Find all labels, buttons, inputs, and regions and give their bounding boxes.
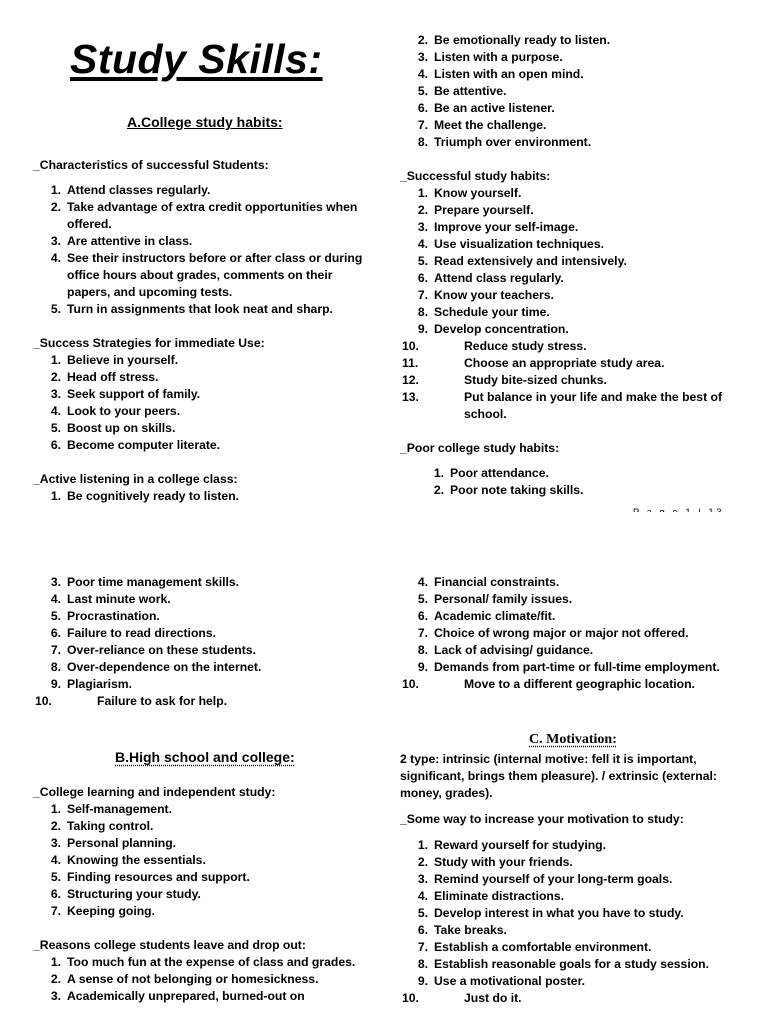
list-item-number: 3. [50,234,61,248]
list-item [33,233,373,250]
list-item-text: Study bite-sized chunks. [464,373,607,387]
list-item [400,32,745,49]
list-item-number: 4. [50,251,61,265]
list-item-number: 6. [417,271,428,285]
list-item-text: Poor time management skills. [67,575,240,589]
list-item [400,236,745,253]
list-item-number: 10. [402,991,419,1005]
list-item [400,574,745,591]
list-item [33,642,373,659]
list-item-number: 4. [417,237,428,251]
list-item-number: 7. [417,288,428,302]
list-item-number: 2. [50,200,61,214]
list-item-text: Develop interest in what you have to study. [434,906,684,920]
list-item-number: 6. [417,101,428,115]
list-item [400,355,745,372]
list-item-text: Be an active listener. [434,101,555,115]
list-item-text: Become computer literate. [67,438,221,452]
poor-habits-continued-list [33,574,373,710]
list-item-text: Personal planning. [67,836,177,850]
left-column-page-2-lower [33,784,373,1005]
list-item [400,939,750,956]
list-item [400,49,745,66]
list-item [400,659,745,676]
list-item [400,219,745,236]
list-item [400,185,745,202]
list-item [33,835,373,852]
list-item-number: 4. [417,575,428,589]
list-item-number: 1. [50,802,61,816]
list-item [33,199,373,233]
section-b-heading: B.High school and college: [115,749,295,765]
list-item-text: Taking control. [67,819,154,833]
list-item-text: Last minute work. [67,592,171,606]
list-item-text: Head off stress. [67,370,159,384]
list-item-text: Seek support of family. [67,387,201,401]
list-item-number: 5. [50,421,61,435]
list-item [416,465,745,482]
strategies-label: _Success Strategies for immediate Use: [33,336,265,350]
list-item [400,837,750,854]
list-item-number: 6. [50,887,61,901]
list-item [33,352,373,369]
list-item [400,990,750,1007]
list-item-number: 2. [417,33,428,47]
poor-habits-list [400,465,745,499]
list-item-text: Read extensively and intensively. [434,254,627,268]
list-item-text: Poor attendance. [450,466,549,480]
list-item-number: 11. [402,356,419,370]
list-item-text: Attend classes regularly. [67,183,211,197]
list-item-text: Remind yourself of your long-term goals. [434,872,673,886]
list-item-text: Lack of advising/ guidance. [434,643,594,657]
list-item-number: 9. [417,660,428,674]
list-item [400,871,750,888]
list-item-text: Academic climate/fit. [434,609,556,623]
list-item-number: 1. [433,466,444,480]
list-item-number: 3. [50,989,61,1003]
list-item [33,954,373,971]
list-item-text: Boost up on skills. [67,421,176,435]
list-item [33,869,373,886]
list-item-text: Improve your self-image. [434,220,579,234]
list-item-number: 2. [417,855,428,869]
list-item-text: Plagiarism. [67,677,133,691]
list-item-text: Listen with an open mind. [434,67,584,81]
list-item-number: 3. [50,836,61,850]
list-item-text: Be attentive. [434,84,507,98]
list-item-text: Finding resources and support. [67,870,250,884]
list-item-text: Choose an appropriate study area. [464,356,665,370]
list-item-number: 6. [417,609,428,623]
list-item-text: Choice of wrong major or major not offered. [434,626,689,640]
poor-habits-label: _Poor college study habits: [400,441,560,455]
list-item-text: Are attentive in class. [67,234,193,248]
list-item [400,253,745,270]
list-item-number: 3. [50,387,61,401]
list-item-number: 3. [417,872,428,886]
list-item-number: 12. [402,373,419,387]
list-item-number: 8. [417,135,428,149]
list-item-number: 5. [417,84,428,98]
list-item [400,608,745,625]
list-item-text: Take breaks. [434,923,507,937]
list-item-number: 6. [50,438,61,452]
list-item [33,437,373,454]
list-item-text: Just do it. [464,991,522,1005]
strategies-list [33,352,373,454]
list-item [33,369,373,386]
list-item [33,591,373,608]
listening-list-right [400,32,745,151]
list-item-text: Failure to ask for help. [97,694,228,708]
list-item-text: Move to a different geographic location. [464,677,695,691]
list-item-number: 9. [417,322,428,336]
right-column-page-1 [400,32,745,499]
list-item-text: Look to your peers. [67,404,181,418]
list-item [400,973,750,990]
list-item [33,250,373,301]
motivation-label: _Some way to increase your motivation to study: [400,812,684,826]
list-item [400,134,745,151]
list-item-number: 10. [402,677,419,691]
list-item-text: Know yourself. [434,186,522,200]
list-item-number: 4. [417,889,428,903]
list-item [33,903,373,920]
list-item-text: Attend class regularly. [434,271,564,285]
list-item-number: 7. [417,626,428,640]
list-item-number: 5. [50,302,61,316]
list-item-number: 7. [50,643,61,657]
list-item-text: Meet the challenge. [434,118,547,132]
list-item [400,100,745,117]
page-title: Study Skills: [70,36,323,82]
list-item-number: 1. [50,489,61,503]
document-page-2 [0,540,768,1024]
list-item-number: 6. [50,626,61,640]
list-item-number: 8. [417,643,428,657]
characteristics-label: _Characteristics of successful Students: [33,158,269,172]
list-item [33,693,373,710]
list-item-number: 1. [50,183,61,197]
motivation-list [400,837,750,1007]
list-item [33,971,373,988]
listening-list-left [33,488,373,505]
list-item-text: Keeping going. [67,904,156,918]
list-item-text: Demands from part-time or full-time employment. [434,660,720,674]
list-item-number: 1. [417,186,428,200]
list-item-text: Academically unprepared, burned-out on [67,989,305,1003]
list-item-number: 3. [417,50,428,64]
list-item [400,922,750,939]
list-item [400,338,745,355]
list-item [33,659,373,676]
list-item [400,591,745,608]
list-item-number: 13. [402,390,419,404]
list-item-number: 5. [50,870,61,884]
list-item-text: Put balance in your life and make the best of school. [464,390,723,421]
list-item-text: Financial constraints. [434,575,560,589]
list-item-text: Establish a comfortable environment. [434,940,652,954]
list-item-text: Too much fun at the expense of class and grades. [67,955,356,969]
listening-label: _Active listening in a college class: [33,472,238,486]
independent-study-label: _College learning and independent study: [33,785,276,799]
list-item-text: Eliminate distractions. [434,889,565,903]
left-column-page-1 [33,157,373,505]
list-item-text: Turn in assignments that look neat and sharp. [67,302,333,316]
habits-label: _Successful study habits: [400,169,551,183]
list-item-number: 8. [50,660,61,674]
section-a-heading: A.College study habits: [127,114,283,130]
list-item [400,642,745,659]
list-item-text: Take advantage of extra credit opportunities when offered. [67,200,358,231]
list-item [33,852,373,869]
list-item-text: Reduce study stress. [464,339,587,353]
list-item [33,676,373,693]
list-item-text: Self-management. [67,802,172,816]
list-item-number: 5. [417,592,428,606]
list-item-text: Develop concentration. [434,322,569,336]
dropout-list-right [400,574,745,693]
list-item [400,321,745,338]
motivation-intro: 2 type: intrinsic (internal motive: fell it is important, significant, brings them pleasure). / extrinsic (external: money, grades). [400,752,717,800]
list-item-number: 10. [402,339,419,353]
list-item [33,608,373,625]
list-item-number: 6. [417,923,428,937]
list-item-text: Study with your friends. [434,855,573,869]
list-item-text: Poor note taking skills. [450,483,584,497]
list-item-number: 4. [417,67,428,81]
list-item [33,182,373,199]
list-item-number: 3. [417,220,428,234]
list-item [400,202,745,219]
list-item-number: 4. [50,404,61,418]
list-item [33,886,373,903]
list-item [33,488,373,505]
list-item-text: Use a motivational poster. [434,974,586,988]
list-item-number: 8. [417,305,428,319]
list-item-number: 5. [417,254,428,268]
list-item-text: Use visualization techniques. [434,237,604,251]
list-item [416,482,745,499]
motivation-column [400,751,750,1007]
list-item-number: 1. [50,353,61,367]
list-item-number: 7. [417,118,428,132]
list-item-text: Listen with a purpose. [434,50,563,64]
list-item-number: 7. [50,904,61,918]
list-item-number: 1. [417,838,428,852]
list-item [400,304,745,321]
list-item-number: 8. [417,957,428,971]
list-item [400,676,745,693]
list-item [400,854,750,871]
dropout-label: _Reasons college students leave and drop out: [33,938,306,952]
list-item [33,574,373,591]
list-item [33,301,373,318]
list-item-text: Procrastination. [67,609,160,623]
list-item-text: Structuring your study. [67,887,201,901]
list-item-text: Reward yourself for studying. [434,838,607,852]
list-item-number: 3. [50,575,61,589]
dropout-list-left [33,954,373,1005]
list-item-text: Prepare yourself. [434,203,534,217]
page-gap [0,512,768,540]
list-item-text: Establish reasonable goals for a study session. [434,957,709,971]
list-item-number: 5. [50,609,61,623]
list-item-number: 2. [50,370,61,384]
list-item [400,625,745,642]
list-item [33,818,373,835]
habits-list [400,185,745,423]
list-item-number: 5. [417,906,428,920]
list-item-text: Triumph over environment. [434,135,592,149]
list-item [400,117,745,134]
list-item-text: Over-reliance on these students. [67,643,256,657]
right-column-page-2 [400,574,745,693]
list-item [400,66,745,83]
characteristics-list [33,182,373,318]
list-item-number: 7. [417,940,428,954]
list-item-text: Knowing the essentials. [67,853,206,867]
left-column-page-2 [33,574,373,710]
list-item [33,420,373,437]
list-item-number: 1. [50,955,61,969]
list-item [400,287,745,304]
list-item-text: Know your teachers. [434,288,554,302]
list-item-number: 2. [433,483,444,497]
list-item [400,389,745,423]
list-item-number: 10. [35,694,52,708]
section-c-heading: C. Motivation: [529,732,617,747]
list-item [400,83,745,100]
list-item-text: Believe in yourself. [67,353,179,367]
list-item [400,888,750,905]
list-item-text: Personal/ family issues. [434,592,573,606]
list-item-number: 2. [50,972,61,986]
list-item [400,905,750,922]
list-item-number: 9. [417,974,428,988]
list-item-number: 2. [50,819,61,833]
list-item-number: 4. [50,592,61,606]
list-item-text: Failure to read directions. [67,626,216,640]
list-item [33,386,373,403]
list-item [33,625,373,642]
list-item-text: Be emotionally ready to listen. [434,33,611,47]
list-item-text: See their instructors before or after class or during office hours about grades, comments on their papers, and upcoming tests. [67,251,363,299]
list-item-number: 4. [50,853,61,867]
list-item-number: 9. [50,677,61,691]
list-item-text: Schedule your time. [434,305,550,319]
list-item [400,956,750,973]
list-item [400,372,745,389]
list-item [33,988,373,1005]
list-item [33,403,373,420]
independent-study-list [33,801,373,920]
list-item-text: Over-dependence on the internet. [67,660,262,674]
list-item-text: Be cognitively ready to listen. [67,489,240,503]
list-item-text: A sense of not belonging or homesickness. [67,972,319,986]
list-item-number: 2. [417,203,428,217]
list-item [33,801,373,818]
list-item [400,270,745,287]
